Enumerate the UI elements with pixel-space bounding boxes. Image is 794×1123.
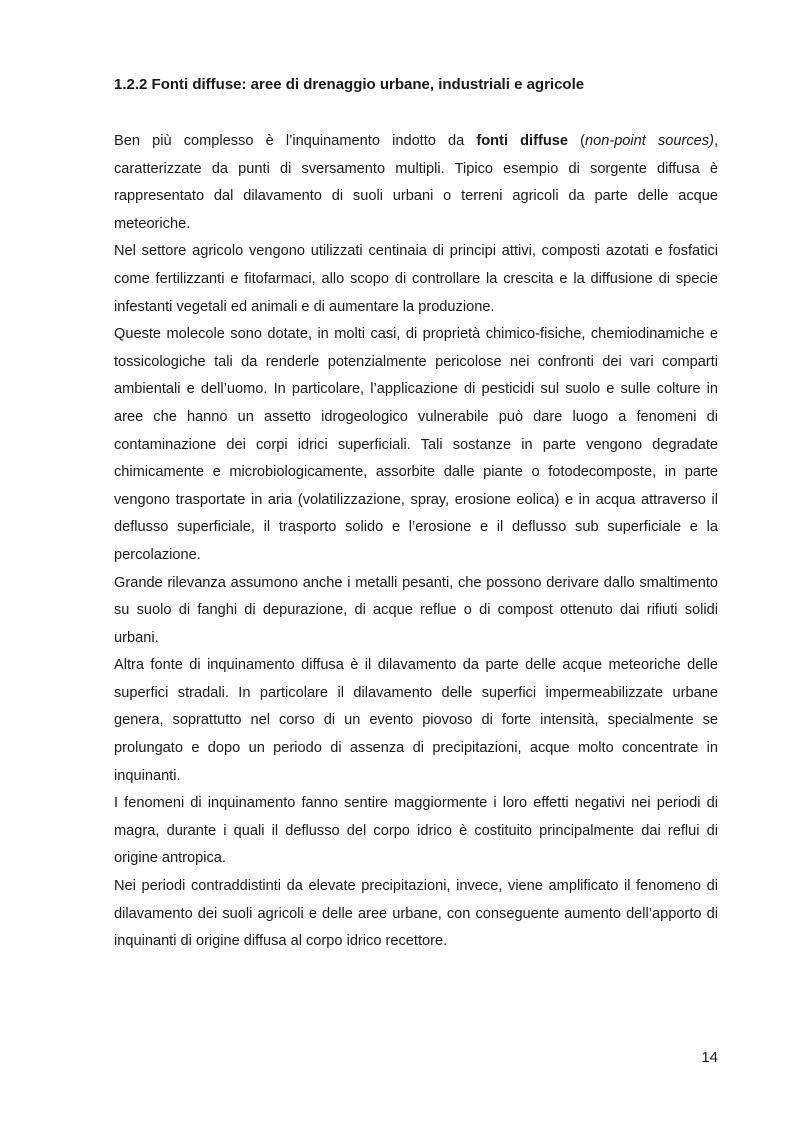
paragraph-intro-rest: , caratterizzate da punti di sversamento multipli. Tipico esempio di sorgente diffusa è rappresentato dal dilavamento di suoli urbani o terreni agricoli da parte delle acque meteoriche. — [114, 133, 718, 232]
term-fonti-diffuse: fonti diffuse — [476, 133, 568, 149]
paragraph-intro-lead: Ben più complesso è l’inquinamento indotto da — [114, 133, 477, 149]
paragraph-agricoltura: Nel settore agricolo vengono utilizzati centinaia di principi attivi, composti azotati e fosfatici come fertilizzanti e fitofarmaci, allo scopo di controllare la crescita e la diffusione di specie infestanti vegetali ed animali e di aumentare la produzione. — [114, 243, 718, 315]
paragraph-metalli: Grande rilevanza assumono anche i metalli pesanti, che possono derivare dallo smaltimento su suolo di fanghi di depurazione, di acque reflue o di compost ottenuto dai rifiuti solidi urbani. — [114, 574, 718, 646]
paragraph-dilavamento-stradale: Altra fonte di inquinamento diffusa è il dilavamento da parte delle acque meteoriche delle superfici stradali. In particolare il dilavamento delle superfici impermeabilizzate urbane genera, soprattutto nel corso di un evento piovoso di forte intensità, specialmente se prolungato e dopo un periodo di assenza di precipitazioni, acque molto concentrate in inquinanti. — [114, 657, 718, 784]
paragraph-periodi-magra: I fenomeni di inquinamento fanno sentire maggiormente i loro effetti negativi nei periodi di magra, durante i quali il deflusso del corpo idrico è costituito principalmente dai reflui di origine antropica. — [114, 795, 718, 867]
paragraph-intro-paren: ( — [567, 133, 585, 149]
term-non-point-sources: non-point sources) — [584, 133, 714, 149]
paragraph-intro — [114, 128, 718, 238]
page-number: 14 — [701, 1049, 718, 1066]
section-heading: 1.2.2 Fonti diffuse: aree di drenaggio urbane, industriali e agricole — [114, 76, 585, 93]
paragraph-molecole: Queste molecole sono dotate, in molti casi, di proprietà chimico-fisiche, chemiodinamiche e tossicologiche tali da renderle potenzialmente pericolose nei confronti dei vari comparti ambientali e dell’uomo. In particolare, l’applicazione di pesticidi sul suolo e sulle colture in aree che hanno un assetto idrogeologico vulnerabile può dare luogo a fenomeni di contaminazione dei corpi idrici superficiali. Tali sostanze in parte vengono degradate chimicamente e microbiologicamente, assorbite dalle piante o fotodecomposte, in parte vengono trasportate in aria (volatilizzazione, spray, erosione eolica) e in acqua attraverso il deflusso superficiale, il trasporto solido e l’erosione e il deflusso sub superficiale e la percolazione. — [114, 326, 718, 563]
document-page — [114, 74, 718, 956]
paragraph-precipitazioni: Nei periodi contraddistinti da elevate precipitazioni, invece, viene amplificato il fenomeno di dilavamento dei suoli agricoli e delle aree urbane, con conseguente aumento dell’apporto di inquinanti di origine diffusa al corpo idrico recettore. — [114, 878, 718, 950]
